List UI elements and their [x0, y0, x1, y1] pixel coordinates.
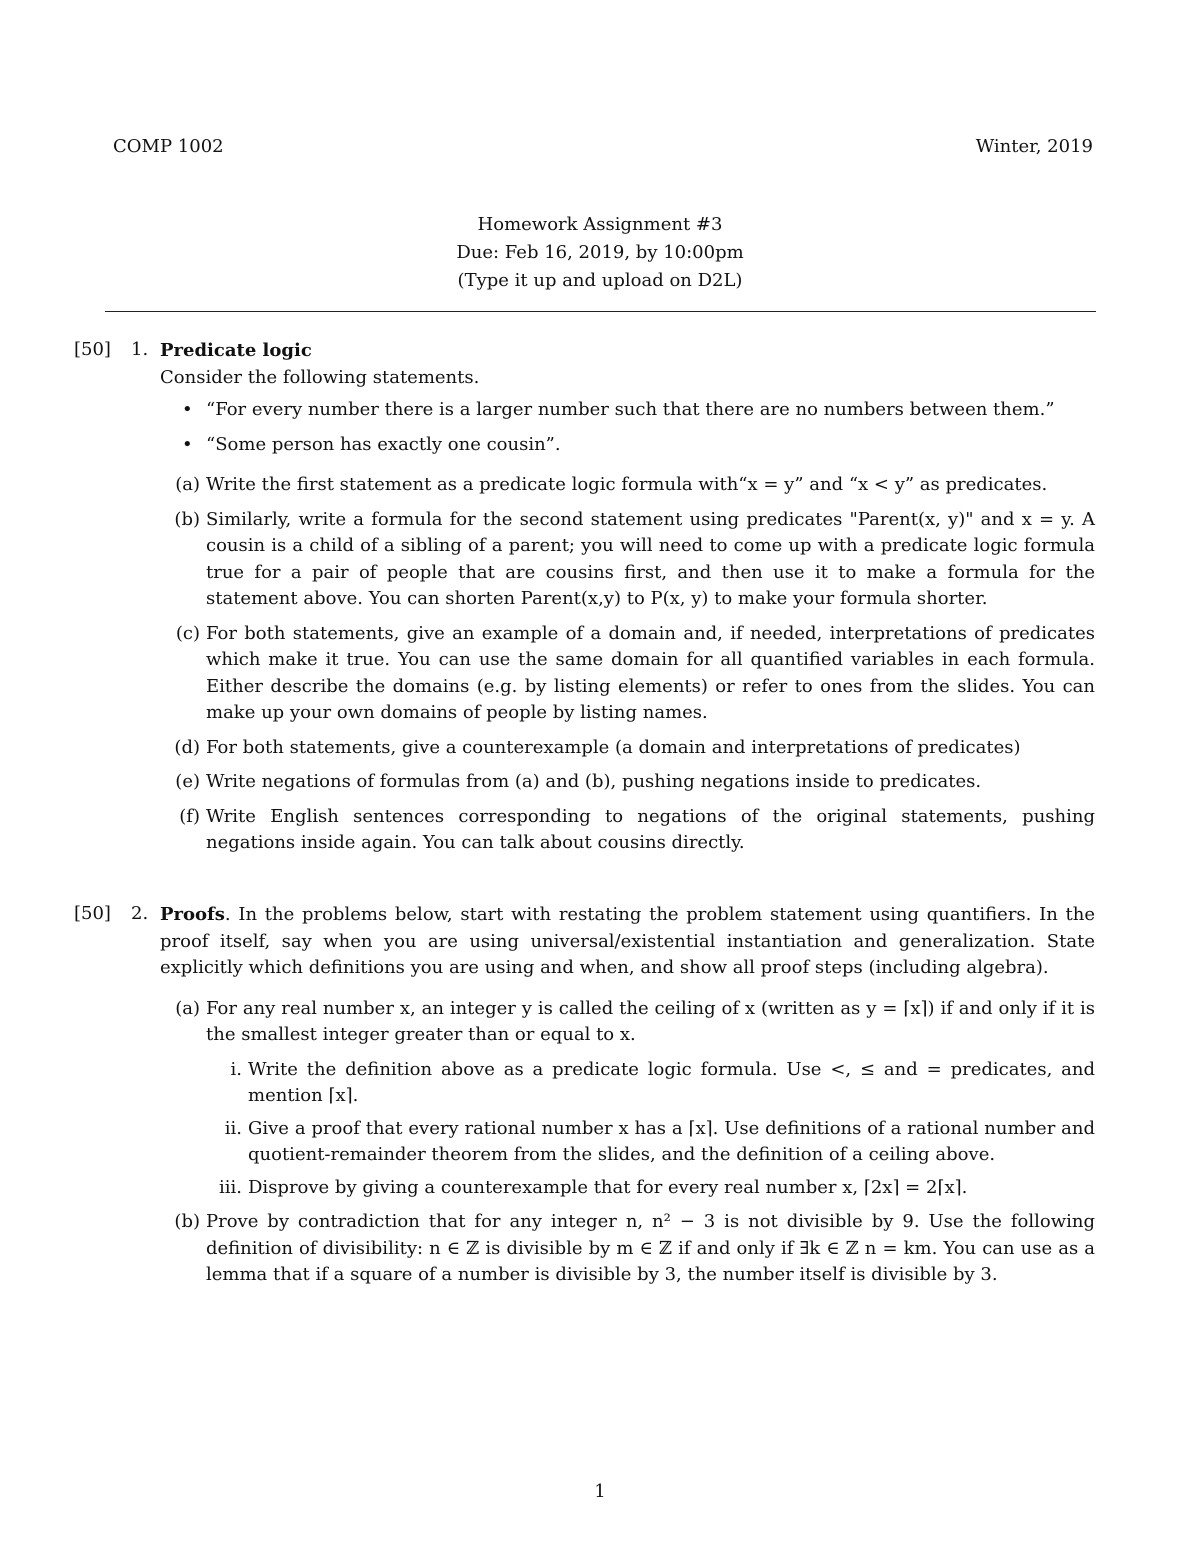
part-label: (a): [175, 997, 200, 1019]
q1-part-e: [160, 769, 1095, 796]
subpart-label: iii.: [219, 1176, 242, 1198]
q1-part-b: [160, 507, 1095, 613]
part-text: For both statements, give a counterexample (a domain and interpretations of predicates): [206, 736, 1021, 758]
part-text: Prove by contradiction that for any integer n, n² − 3 is not divisible by 9. Use the following definition of divisibility: n ∈ ℤ is divisible by m ∈ ℤ if and only if ∃k ∈ ℤ n = km. You can use as a lemma that if a square of a number is divisible by 3, the number itself is divisible by 3.: [206, 1211, 1095, 1285]
q1-number: 1.: [131, 339, 149, 360]
course-code: COMP 1002: [113, 136, 224, 157]
title-block: [0, 211, 1200, 295]
q1-intro: Consider the following statements.: [160, 366, 480, 388]
due-date: Due: Feb 16, 2019, by 10:00pm: [456, 242, 744, 263]
part-label: (b): [174, 508, 200, 530]
statement-item: • “Some person has exactly one cousin”.: [160, 432, 1095, 459]
part-text: Similarly, write a formula for the second statement using predicates "Parent(x, y)" and x = y. A cousin is a child of a sibling of a parent; you will need to come up with a predicate logic formula true for a pair of people that are cousins first, and then use it to make a formula for the statement above. You can shorten Parent(x,y) to P(x, y) to make your formula shorter.: [206, 508, 1095, 609]
question-2: [160, 902, 1095, 1297]
q1-part-d: [160, 735, 1095, 762]
question-1: [160, 338, 1095, 865]
part-text: For both statements, give an example of a domain and, if needed, interpretations of predicates which make it true. You can use the same domain for all quantified variables in each formula. Either describe the domains (e.g. by listing elements) or refer to ones from the slides. You can make up your own domains of people by listing names.: [206, 622, 1095, 723]
q2a-subpart-iii: [206, 1175, 1095, 1202]
q2a-subpart-ii: [206, 1116, 1095, 1169]
part-label: (d): [174, 736, 200, 758]
submission-note: (Type it up and upload on D2L): [457, 270, 743, 291]
q2-intro: . In the problems below, start with restating the problem statement using quantifiers. In the proof itself, say when you are using universal/existential instantiation and generalization. State explicitly which definitions you are using and when, and show all proof steps (including algebra).: [160, 904, 1095, 978]
q2-part-b: [160, 1209, 1095, 1289]
q2-heading: Proofs: [160, 904, 225, 925]
subpart-text: Write the definition above as a predicate logic formula. Use <, ≤ and = predicates, and mention ⌈x⌉.: [248, 1058, 1095, 1106]
page-number: 1: [594, 1481, 606, 1502]
part-text: Write the first statement as a predicate logic formula with“x = y” and “x < y” as predicates.: [206, 474, 1048, 495]
part-label: (f): [179, 805, 200, 827]
subpart-label: i.: [230, 1058, 242, 1080]
horizontal-rule: [105, 311, 1096, 312]
q1-heading: Predicate logic: [160, 340, 312, 361]
part-text: Write English sentences corresponding to negations of the original statements, pushing negations inside again. You can talk about cousins directly.: [206, 805, 1095, 853]
assignment-title: Homework Assignment #3: [477, 214, 723, 235]
part-label: (a): [175, 474, 200, 495]
subpart-text: Give a proof that every rational number x has a ⌈x⌉. Use definitions of a rational number and quotient-remainder theorem from the slides, and the definition of a ceiling above.: [248, 1117, 1095, 1165]
q2-points: [50]: [74, 903, 111, 924]
q2-intro-paragraph: [160, 902, 1095, 982]
part-label: (e): [175, 771, 200, 792]
q1-part-c: [160, 621, 1095, 727]
q1-statement-list: [160, 397, 1095, 458]
part-label: (c): [175, 622, 200, 644]
q2a-subparts: [206, 1057, 1095, 1202]
q1-part-a: [160, 472, 1095, 499]
q1-part-f: [160, 804, 1095, 857]
subpart-label: ii.: [224, 1117, 242, 1139]
q2a-subpart-i: [206, 1057, 1095, 1110]
part-text: For any real number x, an integer y is called the ceiling of x (written as y = ⌈x⌉) if and only if it is the smallest integer greater than or equal to x.: [206, 997, 1095, 1045]
term: Winter, 2019: [975, 136, 1093, 157]
q1-parts: [160, 472, 1095, 857]
subpart-text: Disprove by giving a counterexample that for every real number x, ⌈2x⌉ = 2⌈x⌉.: [248, 1176, 968, 1198]
q2-parts: [160, 996, 1095, 1289]
statement-item: • “For every number there is a larger number such that there are no numbers between them.”: [160, 397, 1095, 424]
q2-number: 2.: [131, 903, 149, 924]
part-label: (b): [174, 1211, 200, 1232]
q2-part-a: [160, 996, 1095, 1202]
q1-points: [50]: [74, 339, 111, 360]
part-text: Write negations of formulas from (a) and (b), pushing negations inside to predicates.: [206, 771, 982, 792]
